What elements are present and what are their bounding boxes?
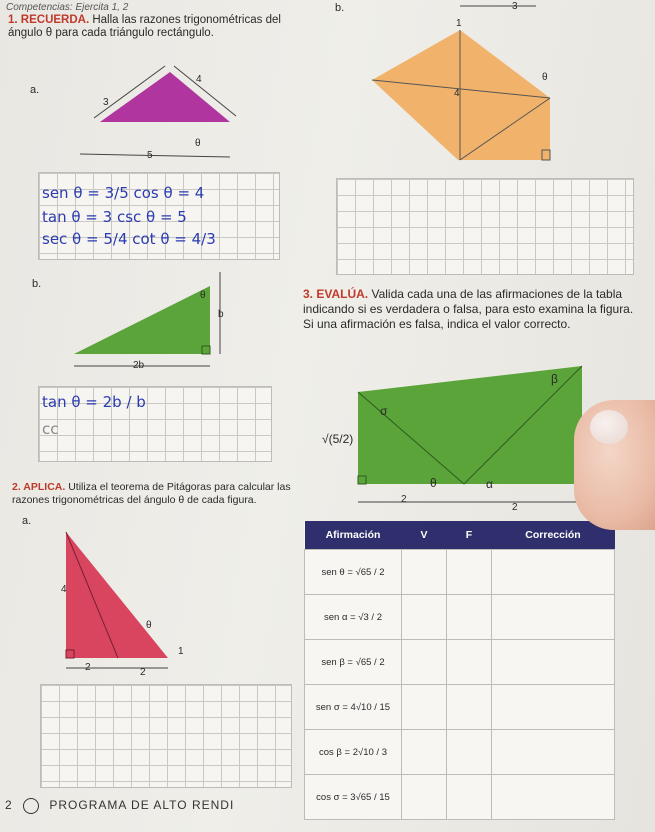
- orange-angle: θ: [542, 72, 548, 83]
- true-cell[interactable]: [402, 595, 447, 640]
- true-cell[interactable]: [402, 685, 447, 730]
- thumbnail-overlay: [590, 410, 628, 444]
- false-cell[interactable]: [447, 775, 492, 820]
- question-2: [12, 481, 302, 507]
- correction-cell[interactable]: [492, 685, 615, 730]
- q2-bottom-2a: 2: [85, 662, 91, 673]
- q2-tag: 2. APLICA.: [12, 481, 66, 493]
- col-f: F: [447, 521, 492, 550]
- fig-2b: 2: [512, 502, 518, 513]
- answer-grid-q2[interactable]: [40, 684, 292, 788]
- fig-beta: β: [551, 372, 558, 386]
- true-cell[interactable]: [402, 775, 447, 820]
- b-side-b: b: [218, 309, 224, 320]
- q1-text: Halla las razones trigonométricas del ángulo θ para cada triángulo rectángulo.: [8, 14, 281, 39]
- purple-triangle: [100, 72, 230, 122]
- page-number: 2: [5, 798, 13, 813]
- green-triangle-figure: [70, 268, 240, 378]
- brand-name: PROGRAMA DE ALTO RENDI: [49, 798, 235, 813]
- false-cell[interactable]: [447, 640, 492, 685]
- statement-cell: cos σ = 3√65 / 15: [305, 775, 402, 820]
- false-cell[interactable]: [447, 730, 492, 775]
- false-cell[interactable]: [447, 595, 492, 640]
- hand-line-1: sen θ = 3/5 cos θ = 4: [42, 184, 205, 202]
- validation-table: [304, 521, 615, 820]
- table-row: [305, 595, 615, 640]
- orange-side-4: 4: [454, 88, 460, 99]
- a-angle: θ: [195, 138, 201, 149]
- statement-cell: cos β = 2√10 / 3: [305, 730, 402, 775]
- correction-cell[interactable]: [492, 640, 615, 685]
- statement-cell: sen σ = 4√10 / 15: [305, 685, 402, 730]
- col-afirmacion: Afirmación: [305, 521, 402, 550]
- q2-bottom-2b: 2: [140, 667, 146, 678]
- pink-figure: [58, 520, 188, 678]
- true-cell[interactable]: [402, 640, 447, 685]
- correction-cell[interactable]: [492, 550, 615, 595]
- correction-cell[interactable]: [492, 775, 615, 820]
- answer-grid-orange[interactable]: [336, 178, 634, 275]
- false-cell[interactable]: [447, 550, 492, 595]
- brand-logo-icon: [23, 798, 39, 814]
- fig-alpha: α: [486, 477, 493, 491]
- table-row: [305, 775, 615, 820]
- green-composite-figure: [312, 362, 602, 514]
- orange-side-top: 3: [512, 1, 518, 12]
- table-row: [305, 640, 615, 685]
- dim-line-5: [80, 154, 230, 157]
- pink-triangle: [66, 532, 168, 658]
- q1-b-label: b.: [32, 278, 42, 290]
- orange-label: b.: [335, 2, 345, 14]
- b-side-2b: 2b: [133, 360, 145, 371]
- b-angle: θ: [200, 290, 206, 301]
- q3-tag: 3. EVALÚA.: [303, 287, 369, 301]
- table-row: [305, 685, 615, 730]
- q1-tag: 1. RECUERDA.: [8, 14, 90, 26]
- table-header-row: [305, 521, 615, 550]
- hand-b-line-1: tan θ = 2b / b: [42, 393, 146, 411]
- false-cell[interactable]: [447, 685, 492, 730]
- orange-side-1: 1: [456, 18, 462, 29]
- hand-b-line-2: cc: [42, 420, 59, 438]
- fig-2a: 2: [401, 494, 407, 505]
- col-correccion: Corrección: [492, 521, 615, 550]
- hand-line-3: sec θ = 5/4 cot θ = 4/3: [42, 230, 216, 248]
- question-1: [8, 14, 308, 40]
- statement-cell: sen α = √3 / 2: [305, 595, 402, 640]
- orange-figure: [368, 2, 568, 164]
- hand-line-2: tan θ = 3 csc θ = 5: [42, 208, 187, 226]
- green-composite-shape: [358, 366, 582, 484]
- q2-a-label: a.: [22, 515, 32, 527]
- purple-triangle-figure: [70, 62, 250, 167]
- q2-side-4: 4: [61, 584, 67, 595]
- true-cell[interactable]: [402, 730, 447, 775]
- fig-theta: θ: [430, 476, 437, 490]
- table-row: [305, 550, 615, 595]
- fig-sigma: σ: [380, 404, 388, 418]
- fig-sqrt: √(5/2): [322, 432, 354, 446]
- col-v: V: [402, 521, 447, 550]
- q1-a-label: a.: [30, 84, 40, 96]
- header-title: Competencias: Ejercita 1, 2: [6, 2, 129, 13]
- q2-text: Utiliza el teorema de Pitágoras para calcular las razones trigonométricas del ángulo θ de cada figura.: [12, 481, 291, 506]
- true-cell[interactable]: [402, 550, 447, 595]
- statement-cell: sen θ = √65 / 2: [305, 550, 402, 595]
- q2-angle: θ: [146, 620, 152, 631]
- q2-side-1: 1: [178, 646, 184, 657]
- question-3: [303, 287, 643, 332]
- table-row: [305, 730, 615, 775]
- q3-text: Valida cada una de las afirmaciones de la tabla indicando si es verdadera o falsa, para esto examina la figura. Si una afirmación es falsa, indica el valor correcto.: [303, 287, 634, 331]
- statement-cell: sen β = √65 / 2: [305, 640, 402, 685]
- green-triangle: [74, 286, 210, 354]
- a-side-5: 5: [147, 150, 153, 161]
- a-side-4: 4: [196, 74, 202, 85]
- correction-cell[interactable]: [492, 730, 615, 775]
- correction-cell[interactable]: [492, 595, 615, 640]
- a-side-3: 3: [103, 97, 109, 108]
- footer: [5, 798, 234, 814]
